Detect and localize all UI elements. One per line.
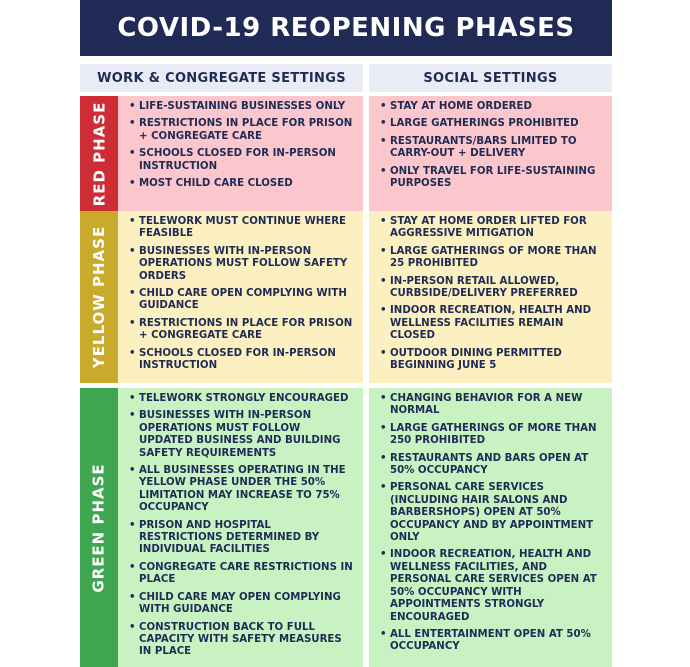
list-item: • LARGE GATHERINGS OF MORE THAN 25 PROHIBITED [379,246,604,271]
list-item: • TELEWORK STRONGLY ENCOURAGED [128,393,355,405]
list-item: • CHANGING BEHAVIOR FOR A NEW NORMAL [379,393,604,418]
red-work-cell [118,96,363,211]
list-item: • BUSINESSES WITH IN-PERSON OPERATIONS MUST FOLLOW UPDATED BUSINESS AND BUILDING SAFETY REQUIREMENTS [128,410,355,460]
list-item: • CONGREGATE CARE RESTRICTIONS IN PLACE [128,562,355,587]
list-item: • STAY AT HOME ORDER LIFTED FOR AGGRESSIVE MITIGATION [379,216,604,241]
list-item: • BUSINESSES WITH IN-PERSON OPERATIONS MUST FOLLOW SAFETY ORDERS [128,246,355,283]
list-item: • ONLY TRAVEL FOR LIFE-SUSTAINING PURPOSES [379,166,604,191]
list-item: • ALL BUSINESSES OPERATING IN THE YELLOW PHASE UNDER THE 50% LIMITATION MAY INCREASE TO 75% OCCUPANCY [128,465,355,515]
yellow-social-list [379,216,604,372]
list-item: • LARGE GATHERINGS OF MORE THAN 250 PROHIBITED [379,423,604,448]
green-work-cell [118,388,363,667]
list-item: • SCHOOLS CLOSED FOR IN-PERSON INSTRUCTION [128,148,355,173]
list-item: • IN-PERSON RETAIL ALLOWED, CURBSIDE/DELIVERY PREFERRED [379,276,604,301]
list-item: • OUTDOOR DINING PERMITTED BEGINNING JUNE 5 [379,348,604,373]
list-item: • RESTRICTIONS IN PLACE FOR PRISON + CONGREGATE CARE [128,318,355,343]
list-item: • RESTAURANTS AND BARS OPEN AT 50% OCCUPANCY [379,453,604,478]
list-item: • PERSONAL CARE SERVICES (INCLUDING HAIR SALONS AND BARBERSHOPS) OPEN AT 50% OCCUPANCY AND BY APPOINTMENT ONLY [379,482,604,544]
yellow-social-cell [369,211,612,383]
yellow-work-cell [118,211,363,383]
list-item: • PRISON AND HOSPITAL RESTRICTIONS DETERMINED BY INDIVIDUAL FACILITIES [128,520,355,557]
list-item: • TELEWORK MUST CONTINUE WHERE FEASIBLE [128,216,355,241]
list-item: • CHILD CARE OPEN COMPLYING WITH GUIDANCE [128,288,355,313]
red-work-list [128,101,355,190]
page-title: COVID-19 REOPENING PHASES [80,0,612,56]
green-social-list [379,393,604,654]
red-phase-label [80,96,118,211]
yellow-phase-label-text: YELLOW PHASE [90,225,109,369]
green-phase-label-text: GREEN PHASE [90,462,108,593]
green-social-cell [369,388,612,667]
list-item: • CONSTRUCTION BACK TO FULL CAPACITY WITH SAFETY MEASURES IN PLACE [128,622,355,659]
list-item: • INDOOR RECREATION, HEALTH AND WELLNESS FACILITIES, AND PERSONAL CARE SERVICES OPEN AT 50% OCCUPANCY WITH APPOINTMENTS STRONGLY ENCOURAGED [379,549,604,623]
list-item: • MOST CHILD CARE CLOSED [128,178,355,190]
list-item: • CHILD CARE MAY OPEN COMPLYING WITH GUIDANCE [128,592,355,617]
red-social-list [379,101,604,190]
green-work-list [128,393,355,659]
list-item: • ALL ENTERTAINMENT OPEN AT 50% OCCUPANCY [379,629,604,654]
list-item: • INDOOR RECREATION, HEALTH AND WELLNESS FACILITIES REMAIN CLOSED [379,305,604,342]
green-phase-label [80,388,118,667]
yellow-phase-label [80,211,118,383]
list-item: • LARGE GATHERINGS PROHIBITED [379,118,604,130]
list-item: • RESTAURANTS/BARS LIMITED TO CARRY-OUT + DELIVERY [379,136,604,161]
list-item: • RESTRICTIONS IN PLACE FOR PRISON + CONGREGATE CARE [128,118,355,143]
list-item: • SCHOOLS CLOSED FOR IN-PERSON INSTRUCTION [128,348,355,373]
red-social-cell [369,96,612,211]
column-header-work: WORK & CONGREGATE SETTINGS [80,64,363,92]
yellow-work-list [128,216,355,372]
column-header-social: SOCIAL SETTINGS [369,64,612,92]
list-item: • LIFE-SUSTAINING BUSINESSES ONLY [128,101,355,113]
red-phase-label-text: RED PHASE [90,101,108,206]
list-item: • STAY AT HOME ORDERED [379,101,604,113]
